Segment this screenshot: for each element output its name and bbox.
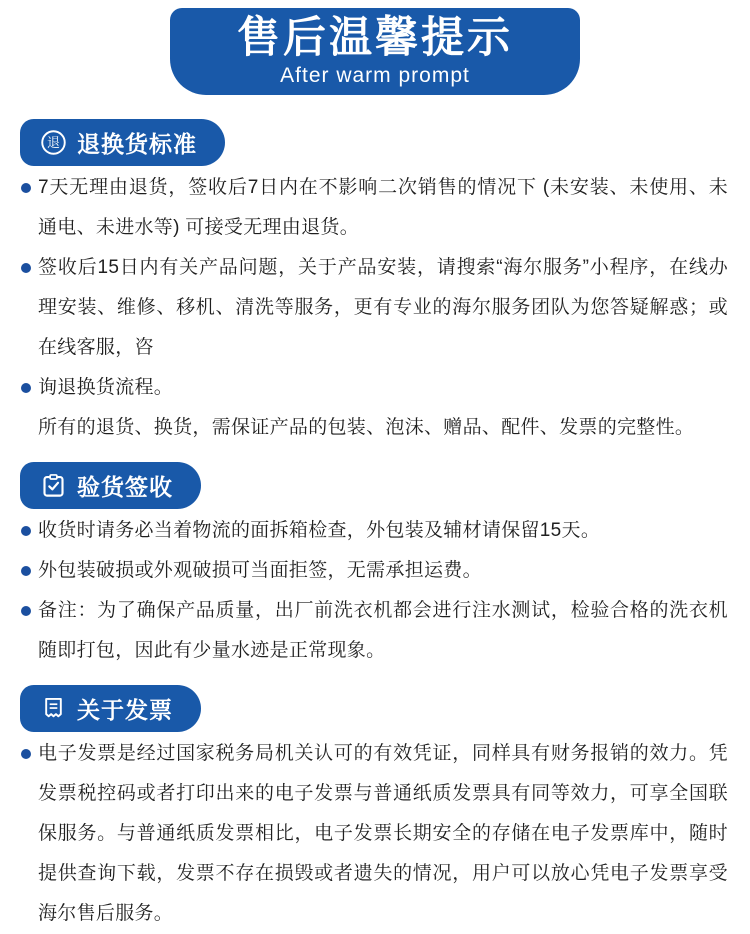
svg-text:退: 退 — [47, 135, 60, 151]
list-item-text: 询退换货流程。 — [38, 377, 174, 398]
list-item-text: 签收后15日内有关产品问题，关于产品安装，请搜索“海尔服务”小程序，在线办理安装、维修、移机、清洗等服务，更有专业的海尔服务团队为您答疑解惑；或在线客服，咨 — [38, 257, 728, 358]
list-item — [20, 408, 728, 448]
list-item-text: 7天无理由退货，签收后7日内在不影响二次销售的情况下 (未安装、未使用、未通电、未进水等) 可接受无理由退货。 — [38, 177, 728, 238]
section-inspection-signoff — [20, 462, 728, 671]
list-item — [20, 168, 728, 248]
bullet-icon — [21, 526, 31, 536]
list-item-text: 收货时请务必当着物流的面拆箱检查，外包装及辅材请保留15天。 — [38, 520, 601, 541]
list-item-text: 电子发票是经过国家税务局机关认可的有效凭证，同样具有财务报销的效力。凭发票税控码或者打印出来的电子发票与普通纸质发票具有同等效力，可享全国联保服务。与普通纸质发票相比，电子发票长期安全的存储在电子发票库中，随时提供查询下载，发票不存在损毁或者遗失的情况，用户可以放心凭电子发票享受海尔售后服务。 — [38, 743, 728, 924]
section-title: 退换货标准 — [77, 131, 197, 157]
list-item — [20, 248, 728, 368]
bullet-icon — [21, 566, 31, 576]
list-item — [20, 551, 728, 591]
page-subtitle: After warm prompt — [280, 64, 470, 88]
after-sales-notice-page — [0, 8, 750, 924]
section-return-policy — [20, 119, 728, 448]
bullet-icon — [21, 749, 31, 759]
bullet-icon — [21, 606, 31, 616]
section-title: 关于发票 — [77, 697, 173, 723]
bullet-icon — [21, 383, 31, 393]
list-item-text: 所有的退货、换货，需保证产品的包装、泡沫、赠品、配件、发票的完整性。 — [38, 417, 695, 438]
list-item — [20, 591, 728, 671]
list-item — [20, 734, 728, 934]
list-item — [20, 368, 728, 408]
section-header-about-invoice — [20, 685, 201, 732]
clipboard-check-icon — [40, 472, 67, 499]
list-item-text: 备注：为了确保产品质量，出厂前洗衣机都会进行注水测试，检验合格的洗衣机随即打包，因此有少量水迹是正常现象。 — [38, 600, 728, 661]
section-header-inspection-signoff — [20, 462, 201, 509]
section-header-return-policy — [20, 119, 225, 166]
section-title: 验货签收 — [77, 474, 173, 500]
return-badge-icon — [40, 129, 67, 156]
bullet-icon — [21, 263, 31, 273]
receipt-icon — [40, 695, 67, 722]
section-about-invoice — [20, 685, 728, 934]
list-item-text: 外包装破损或外观破损可当面拒签，无需承担运费。 — [38, 560, 482, 581]
page-title: 售后温馨提示 — [237, 13, 513, 62]
page-title-banner — [170, 8, 580, 95]
bullet-icon — [21, 183, 31, 193]
list-item — [20, 511, 728, 551]
sections-container — [0, 95, 750, 934]
